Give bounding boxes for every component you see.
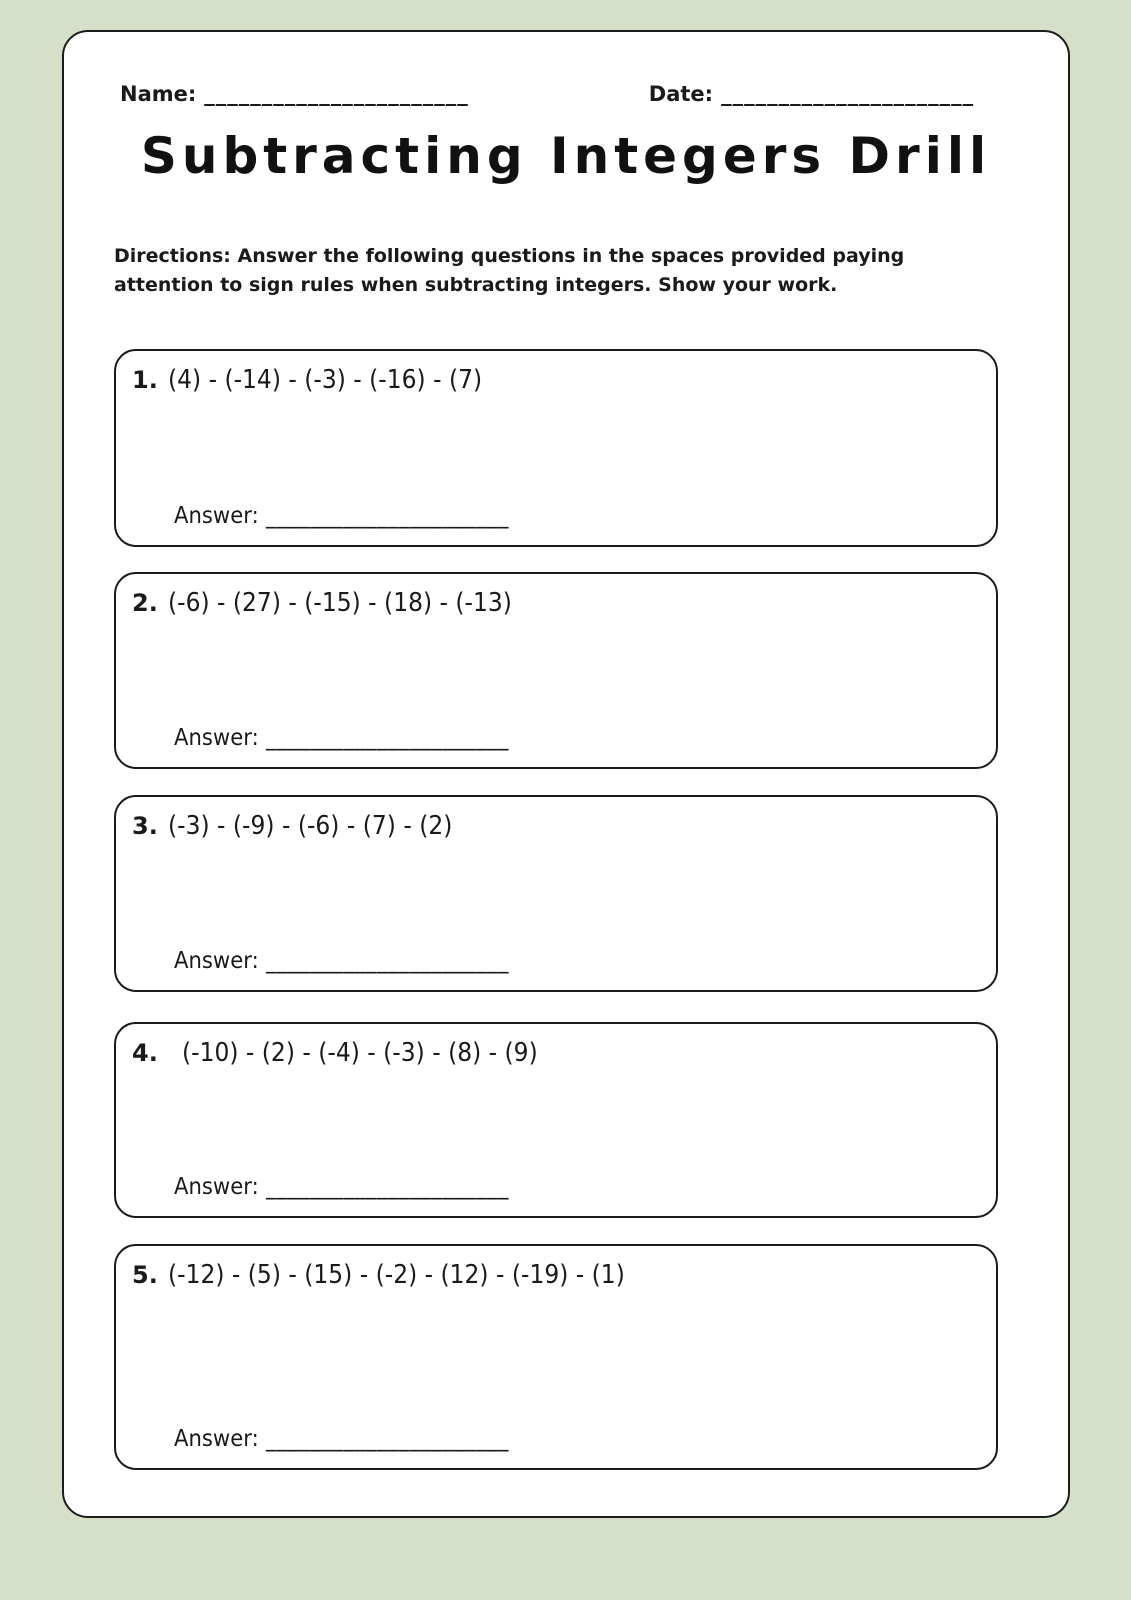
date-label: Date: [648,82,714,106]
problem-box-5 [114,1244,998,1470]
problem-row [116,1246,996,1290]
header [120,82,1028,106]
problem-expression: (-12) - (5) - (15) - (-2) - (12) - (-19) - (1) [167,1260,625,1290]
name-field [120,82,469,106]
problem-number: 1. [132,366,158,394]
answer-blank-line: ______________________ [266,725,509,751]
problem-number: 3. [132,812,158,840]
name-label: Name: [120,82,197,106]
problem-box-1 [114,349,998,547]
date-field [649,82,974,106]
answer-label: Answer: [174,725,259,751]
problem-box-2 [114,572,998,769]
answer-row [174,725,509,751]
directions-text: Directions: Answer the following questions in the spaces provided paying attention to sign rules when subtracting integers. Show your work. [114,245,905,297]
worksheet-page [62,30,1070,1518]
answer-label: Answer: [174,948,259,974]
page-title: Subtracting Integers Drill [140,127,992,185]
problem-row [116,574,996,618]
answer-row [174,1426,509,1452]
answer-blank-line: ______________________ [266,1174,509,1200]
name-blank-line: _______________________ [204,82,469,106]
problem-box-3 [114,795,998,992]
problem-box-4 [114,1022,998,1218]
problem-expression: (-3) - (-9) - (-6) - (7) - (2) [167,811,453,841]
answer-row [174,948,509,974]
answer-label: Answer: [174,503,259,529]
problem-number: 2. [132,589,158,617]
problem-row [116,351,996,395]
answer-row [174,503,509,529]
problem-expression: (-10) - (2) - (-4) - (-3) - (8) - (9) [181,1038,538,1068]
problem-expression: (4) - (-14) - (-3) - (-16) - (7) [167,365,482,395]
answer-label: Answer: [174,1174,259,1200]
problem-number: 4. [132,1039,158,1067]
answer-row [174,1174,509,1200]
answer-blank-line: ______________________ [266,948,509,974]
problem-row [116,1024,996,1068]
problem-number: 5. [132,1261,158,1289]
answer-label: Answer: [174,1426,259,1452]
problem-expression: (-6) - (27) - (-15) - (18) - (-13) [167,588,512,618]
answer-blank-line: ______________________ [266,503,509,529]
problem-row [116,797,996,841]
answer-blank-line: ______________________ [266,1426,509,1452]
date-blank-line: ______________________ [721,82,975,106]
